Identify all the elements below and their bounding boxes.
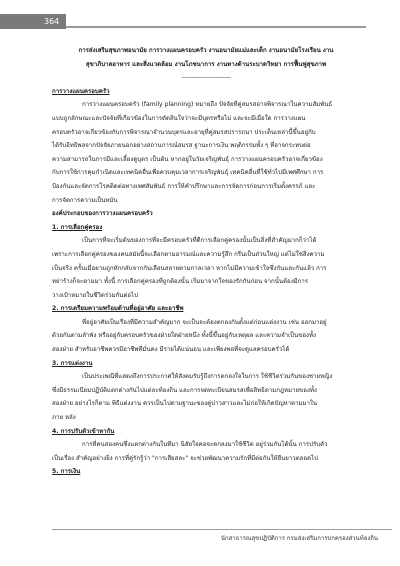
item-5-title: 5. การเงิน [52, 468, 81, 476]
item-2-title: 2. การเตรียมความพร้อมด้านที่อยู่อาศัย และอาชีพ [52, 305, 184, 313]
item-line: ภาย หลัง [52, 414, 76, 422]
intro-line: แบบถูกลักษณะและปัจจัยที่เกี่ยวข้องในการตัดสินใจว่าจะมีบุตรหรือไม่ และจะมีเมื่อใด การวางแผน [52, 114, 306, 122]
item-2-paragraph [52, 316, 360, 357]
intro-paragraph [52, 98, 360, 207]
item-line: สองฝ่าย สำหรับอาชีพควรมีอาชีพที่มั่นคง มีรายได้แน่นอน และเพียงพอที่จะดูแลครอบครัวได้ [52, 346, 290, 354]
item-line: ด้วยกันตามลำพัง หรืออยู่กับครอบครัวของฝ่ายใดฝ่ายหนึ่ง ทั้งนี้ขึ้นอยู่กับเหตุผล และความจำเป็นของทั้ง [52, 332, 316, 340]
item-line: เป็นประเพณีที่แสดงถึงการประกาศให้สังคมรับรู้ถึงการตกลงใจในการ ใช้ชีวิตร่วมกันของชายหญิง [82, 373, 333, 381]
item-line: วางเป้าหมายในชีวิตร่วมกันต่อไป [52, 291, 138, 299]
intro-line: ได้รับอิทธิพลจากปัจจัยภายนอกอย่างสถานการณ์สมรส ฐานะการเงิน พฤติกรรมทั้ง ๆ ที่อาจกระทบต่อ [52, 142, 311, 150]
item-line: ซึ่งมีธรรมเนียมปฏิบัติแตกต่างกันไปแต่ละท้องถิ่น และการจดทะเบียนสมรสเพื่อสิทธิตามกฎหมายของทั้ง [52, 386, 317, 394]
item-4-paragraph [52, 438, 360, 465]
item-line: เพราะการเลือกคู่ครองของคนสมัยนี้จะเลือกตามอารมณ์และความรู้สึก กรีนเป็นส่วนใหญ่ แต่ไม่ใช่สิ่งความ [52, 250, 325, 258]
item-line: ที่อยู่อาศัยเป็นเรื่องที่มีความสำคัญมาก จะเป็นจะต้องตกลงกันตั้งแต่ก่อนแต่งงาน เช่น ออกมาอยู่ [82, 318, 327, 326]
intro-line: ครอบครัวอาจเกี่ยวข้องกับการพิจารณาจำนวนบุตรและอายุที่คู่สมรสปรารถนา ประเด็นเหล่านี้ขึ้นอยู่กับ [52, 128, 316, 136]
page-number: 364 [0, 14, 66, 29]
header-rule [66, 26, 366, 28]
page-header [0, 14, 400, 29]
section-heading: การวางแผนครอบครัว [52, 87, 110, 95]
intro-line: กับการใช้การคุมกำเนิดและเทคนิคอื่นเพื่อควบคุมเวลาการเจริญพันธุ์ เทคนิคอื่นที่ใช้ทั่วไปมีเพศศึกษา การ [52, 169, 324, 177]
document-body [52, 44, 360, 479]
item-line: การที่คนสองคนซึ่งแตกต่างกันในทีมา นิสัยใจคอจะตกลงมาใช้ชีวิต อยู่ร่วมกันได้นั้น การปรับตัว [82, 441, 328, 449]
intro-line: ป้องกันและจัดการโรคติดต่อทางเพศสัมพันธ์ การให้คำปรึกษาและการจัดการก่อนการเริ่มตั้งครรภ์ และ [52, 182, 316, 190]
page-footer [0, 529, 400, 549]
item-3-title: 3. การแต่งงาน [52, 359, 93, 367]
item-line: สองฝ่าย อย่างไรก็ตาม พิธีแต่งงาน ควรเป็นไปตามฐานะของคู่บ่าวสาวและไม่ก่อให้เกิดปัญหาตามมาใน [52, 400, 318, 408]
intro-line: การจัดการความเป็นหมัน [52, 196, 118, 204]
title-separator: ----------------------------- [181, 74, 231, 82]
item-1-title: 1. การเลือกคู่ครอง [52, 223, 103, 231]
document-title-line-2: สุขาภิบาลอาหาร และสิ่งแวดล้อม งานโภชนาการ งานทางด้านระบาดวิทยา การฟื้นฟูสุขภาพ [85, 60, 327, 68]
document-title-line-1: การส่งเสริมสุขภาพอนามัย การวางแผนครอบครัว งานอนามัยแม่และเด็ก งานอนามัยโรงเรียน งาน [78, 47, 334, 54]
item-line: เป็นการที่จะเริ่มต้นของการที่จะมีครอบครัวที่ดีการเลือกคู่ครองนั้นเป็นสิ่งที่สำคัญมากก็ว่าได้ [82, 237, 317, 245]
item-line: เป็นเรื่อง สำคัญอย่างยิ่ง การที่คู่รักรู้ว่า "การเสียสละ" จะช่วยพัฒนาความรักที่มีต่อกันให้ยืนยาวตลอดไป [52, 454, 318, 462]
item-3-paragraph [52, 370, 360, 424]
footer-text: นักสาธารณสุขปฏิบัติการ กรมส่งเสริมการปกครองส่วนท้องถิ่น [220, 535, 378, 542]
item-line: หย่าร้างก็จะตามมา ทั้งนี้ การเลือกคู่ครองที่ถูกต้องนั้น เริ่มมาจากใจของรักกันก่อน จากนั้นต้องมีการ [52, 278, 309, 286]
item-1-paragraph [52, 234, 360, 302]
item-4-title: 4. การปรับตัวเข้าหากัน [52, 427, 115, 435]
intro-line: การวางแผนครอบครัว (family planning) หมายถึง ปัจจัยที่คู่สมรสอาจพิจารณาในความสัมพันธ์ [82, 101, 333, 109]
components-heading: องค์ประกอบของการวางแผนครอบครัว [52, 210, 153, 218]
intro-line: ความสามารถในการมีและเลี้ยงดูบุตร เป็นต้น หากอยู่ในวัยเจริญพันธุ์ การวางแผนครอบครัวอาจเกี่ยวข้อง [52, 155, 323, 163]
item-line: เป็นจริง ครั้นเมื่อยามถูกหักกลับจากกันเลือนสลายตามกาลเวลา หากไม่มีความเข้าใจซึ่งกันและกันแล้ว การ [52, 264, 327, 272]
footer-rule [52, 529, 392, 530]
